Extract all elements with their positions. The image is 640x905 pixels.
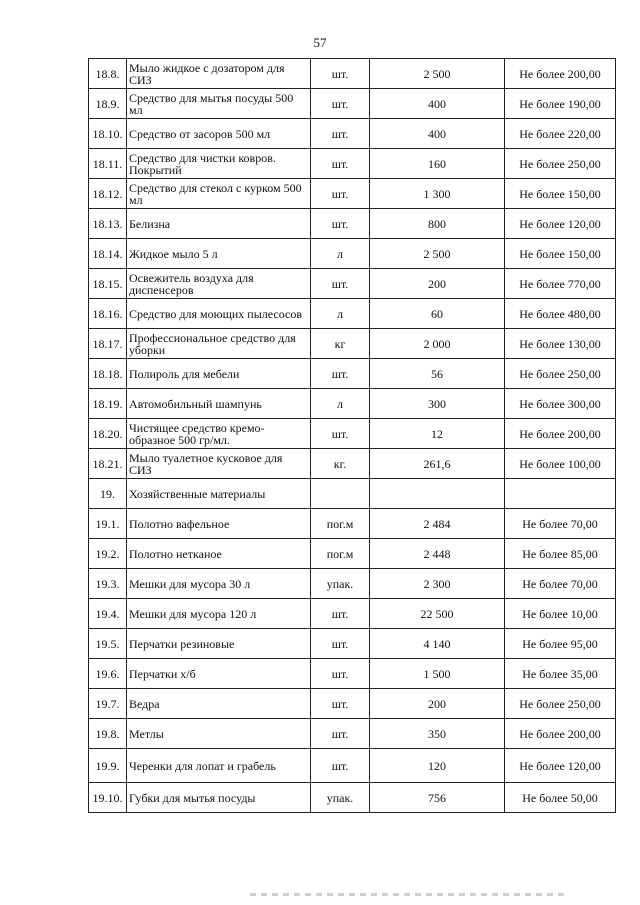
item-unit: шт. (311, 119, 370, 149)
row-number: 18.15. (89, 269, 127, 299)
item-unit: шт. (311, 89, 370, 119)
table-row (89, 419, 616, 449)
item-unit: л (311, 299, 370, 329)
item-quantity: 1 500 (370, 659, 505, 689)
item-quantity: 120 (370, 749, 505, 783)
item-quantity: 2 500 (370, 239, 505, 269)
item-unit: шт. (311, 749, 370, 783)
table-row (89, 783, 616, 813)
table-row (89, 599, 616, 629)
item-unit: шт. (311, 179, 370, 209)
item-unit: пог.м (311, 539, 370, 569)
item-price: Не более 70,00 (505, 509, 616, 539)
row-number: 19.4. (89, 599, 127, 629)
row-number: 19.5. (89, 629, 127, 659)
item-quantity: 200 (370, 689, 505, 719)
item-unit: шт. (311, 689, 370, 719)
item-name: Полироль для мебели (127, 359, 311, 389)
table-row (89, 329, 616, 359)
item-unit: шт. (311, 149, 370, 179)
item-price: Не более 480,00 (505, 299, 616, 329)
table-row (89, 59, 616, 89)
table-row (89, 119, 616, 149)
row-number: 18.21. (89, 449, 127, 479)
item-quantity: 800 (370, 209, 505, 239)
row-number: 19.8. (89, 719, 127, 749)
table-row (89, 389, 616, 419)
item-name: Профессиональное средство для уборки (127, 329, 311, 359)
item-quantity: 2 448 (370, 539, 505, 569)
item-name: Автомобильный шампунь (127, 389, 311, 419)
page-number: 57 (313, 35, 327, 50)
item-name: Перчатки резиновые (127, 629, 311, 659)
item-unit: упак. (311, 569, 370, 599)
table-row (89, 269, 616, 299)
item-name: Белизна (127, 209, 311, 239)
item-unit: упак. (311, 783, 370, 813)
section-header-row (89, 479, 616, 509)
item-quantity: 60 (370, 299, 505, 329)
item-quantity: 350 (370, 719, 505, 749)
item-price: Не более 200,00 (505, 719, 616, 749)
section-number: 19. (89, 479, 127, 509)
row-number: 19.2. (89, 539, 127, 569)
item-quantity: 756 (370, 783, 505, 813)
item-quantity: 12 (370, 419, 505, 449)
item-price: Не более 35,00 (505, 659, 616, 689)
item-unit: шт. (311, 599, 370, 629)
item-unit: пог.м (311, 509, 370, 539)
item-quantity: 400 (370, 89, 505, 119)
item-quantity: 4 140 (370, 629, 505, 659)
item-price: Не более 150,00 (505, 239, 616, 269)
table-row (89, 359, 616, 389)
row-number: 18.18. (89, 359, 127, 389)
table-row (89, 179, 616, 209)
table-row (89, 509, 616, 539)
item-unit: шт. (311, 629, 370, 659)
item-price: Не более 130,00 (505, 329, 616, 359)
item-unit: шт. (311, 59, 370, 89)
row-number: 19.3. (89, 569, 127, 599)
row-number: 18.12. (89, 179, 127, 209)
row-number: 18.10. (89, 119, 127, 149)
item-unit: кг. (311, 449, 370, 479)
item-unit: л (311, 239, 370, 269)
row-number: 19.9. (89, 749, 127, 783)
item-price: Не более 70,00 (505, 569, 616, 599)
goods-table (88, 58, 616, 813)
table-row (89, 299, 616, 329)
table-row (89, 629, 616, 659)
item-price: Не более 300,00 (505, 389, 616, 419)
table-row (89, 449, 616, 479)
item-unit: шт. (311, 719, 370, 749)
item-unit: шт. (311, 419, 370, 449)
item-name: Средство для стекол с курком 500 мл (127, 179, 311, 209)
table-row (89, 239, 616, 269)
item-unit: шт. (311, 209, 370, 239)
item-name: Освежитель воздуха для диспенсеров (127, 269, 311, 299)
item-name: Мешки для мусора 120 л (127, 599, 311, 629)
item-name: Мыло жидкое с дозатором для СИЗ (127, 59, 311, 89)
item-price: Не более 770,00 (505, 269, 616, 299)
item-quantity: 2 484 (370, 509, 505, 539)
item-price: Не более 200,00 (505, 59, 616, 89)
item-quantity (370, 479, 505, 509)
row-number: 18.20. (89, 419, 127, 449)
item-price: Не более 250,00 (505, 689, 616, 719)
item-name: Перчатки х/б (127, 659, 311, 689)
item-name: Полотно вафельное (127, 509, 311, 539)
item-name: Полотно нетканое (127, 539, 311, 569)
item-name: Чистящее средство кремо-образное 500 гр/мл. (127, 419, 311, 449)
item-name: Жидкое мыло 5 л (127, 239, 311, 269)
item-unit: шт. (311, 659, 370, 689)
item-price (505, 479, 616, 509)
item-name: Губки для мытья посуды (127, 783, 311, 813)
item-price: Не более 150,00 (505, 179, 616, 209)
item-price: Не более 10,00 (505, 599, 616, 629)
item-unit: шт. (311, 269, 370, 299)
row-number: 19.1. (89, 509, 127, 539)
item-name: Ведра (127, 689, 311, 719)
item-price: Не более 250,00 (505, 359, 616, 389)
goods-table-body (89, 59, 616, 813)
item-price: Не более 200,00 (505, 419, 616, 449)
item-name: Метлы (127, 719, 311, 749)
item-name: Средство для моющих пылесосов (127, 299, 311, 329)
table-row (89, 209, 616, 239)
item-unit: кг (311, 329, 370, 359)
item-quantity: 261,6 (370, 449, 505, 479)
table-row (89, 659, 616, 689)
item-price: Не более 220,00 (505, 119, 616, 149)
item-price: Не более 95,00 (505, 629, 616, 659)
table-row (89, 719, 616, 749)
table-row (89, 689, 616, 719)
item-name: Черенки для лопат и грабель (127, 749, 311, 783)
table-row (89, 89, 616, 119)
item-quantity: 2 000 (370, 329, 505, 359)
row-number: 18.11. (89, 149, 127, 179)
row-number: 19.7. (89, 689, 127, 719)
row-number: 18.19. (89, 389, 127, 419)
item-price: Не более 100,00 (505, 449, 616, 479)
item-unit: л (311, 389, 370, 419)
item-name: Мешки для мусора 30 л (127, 569, 311, 599)
item-price: Не более 190,00 (505, 89, 616, 119)
table-row (89, 569, 616, 599)
item-quantity: 160 (370, 149, 505, 179)
item-price: Не более 120,00 (505, 209, 616, 239)
item-price: Не более 85,00 (505, 539, 616, 569)
row-number: 18.9. (89, 89, 127, 119)
item-name: Средство от засоров 500 мл (127, 119, 311, 149)
table-row (89, 149, 616, 179)
scan-artifact (250, 893, 565, 896)
item-price: Не более 120,00 (505, 749, 616, 783)
row-number: 18.13. (89, 209, 127, 239)
item-quantity: 2 300 (370, 569, 505, 599)
row-number: 18.8. (89, 59, 127, 89)
row-number: 18.16. (89, 299, 127, 329)
item-name: Средство для чистки ковров. Покрытий (127, 149, 311, 179)
item-quantity: 400 (370, 119, 505, 149)
item-unit (311, 479, 370, 509)
item-quantity: 1 300 (370, 179, 505, 209)
item-quantity: 200 (370, 269, 505, 299)
item-quantity: 56 (370, 359, 505, 389)
item-price: Не более 250,00 (505, 149, 616, 179)
item-unit: шт. (311, 359, 370, 389)
item-quantity: 22 500 (370, 599, 505, 629)
item-name: Средство для мытья посуды 500 мл (127, 89, 311, 119)
row-number: 18.17. (89, 329, 127, 359)
item-price: Не более 50,00 (505, 783, 616, 813)
item-name: Мыло туалетное кусковое для СИЗ (127, 449, 311, 479)
row-number: 19.10. (89, 783, 127, 813)
table-row (89, 749, 616, 783)
item-quantity: 300 (370, 389, 505, 419)
section-title: Хозяйственные материалы (127, 479, 311, 509)
row-number: 19.6. (89, 659, 127, 689)
item-quantity: 2 500 (370, 59, 505, 89)
table-row (89, 539, 616, 569)
row-number: 18.14. (89, 239, 127, 269)
